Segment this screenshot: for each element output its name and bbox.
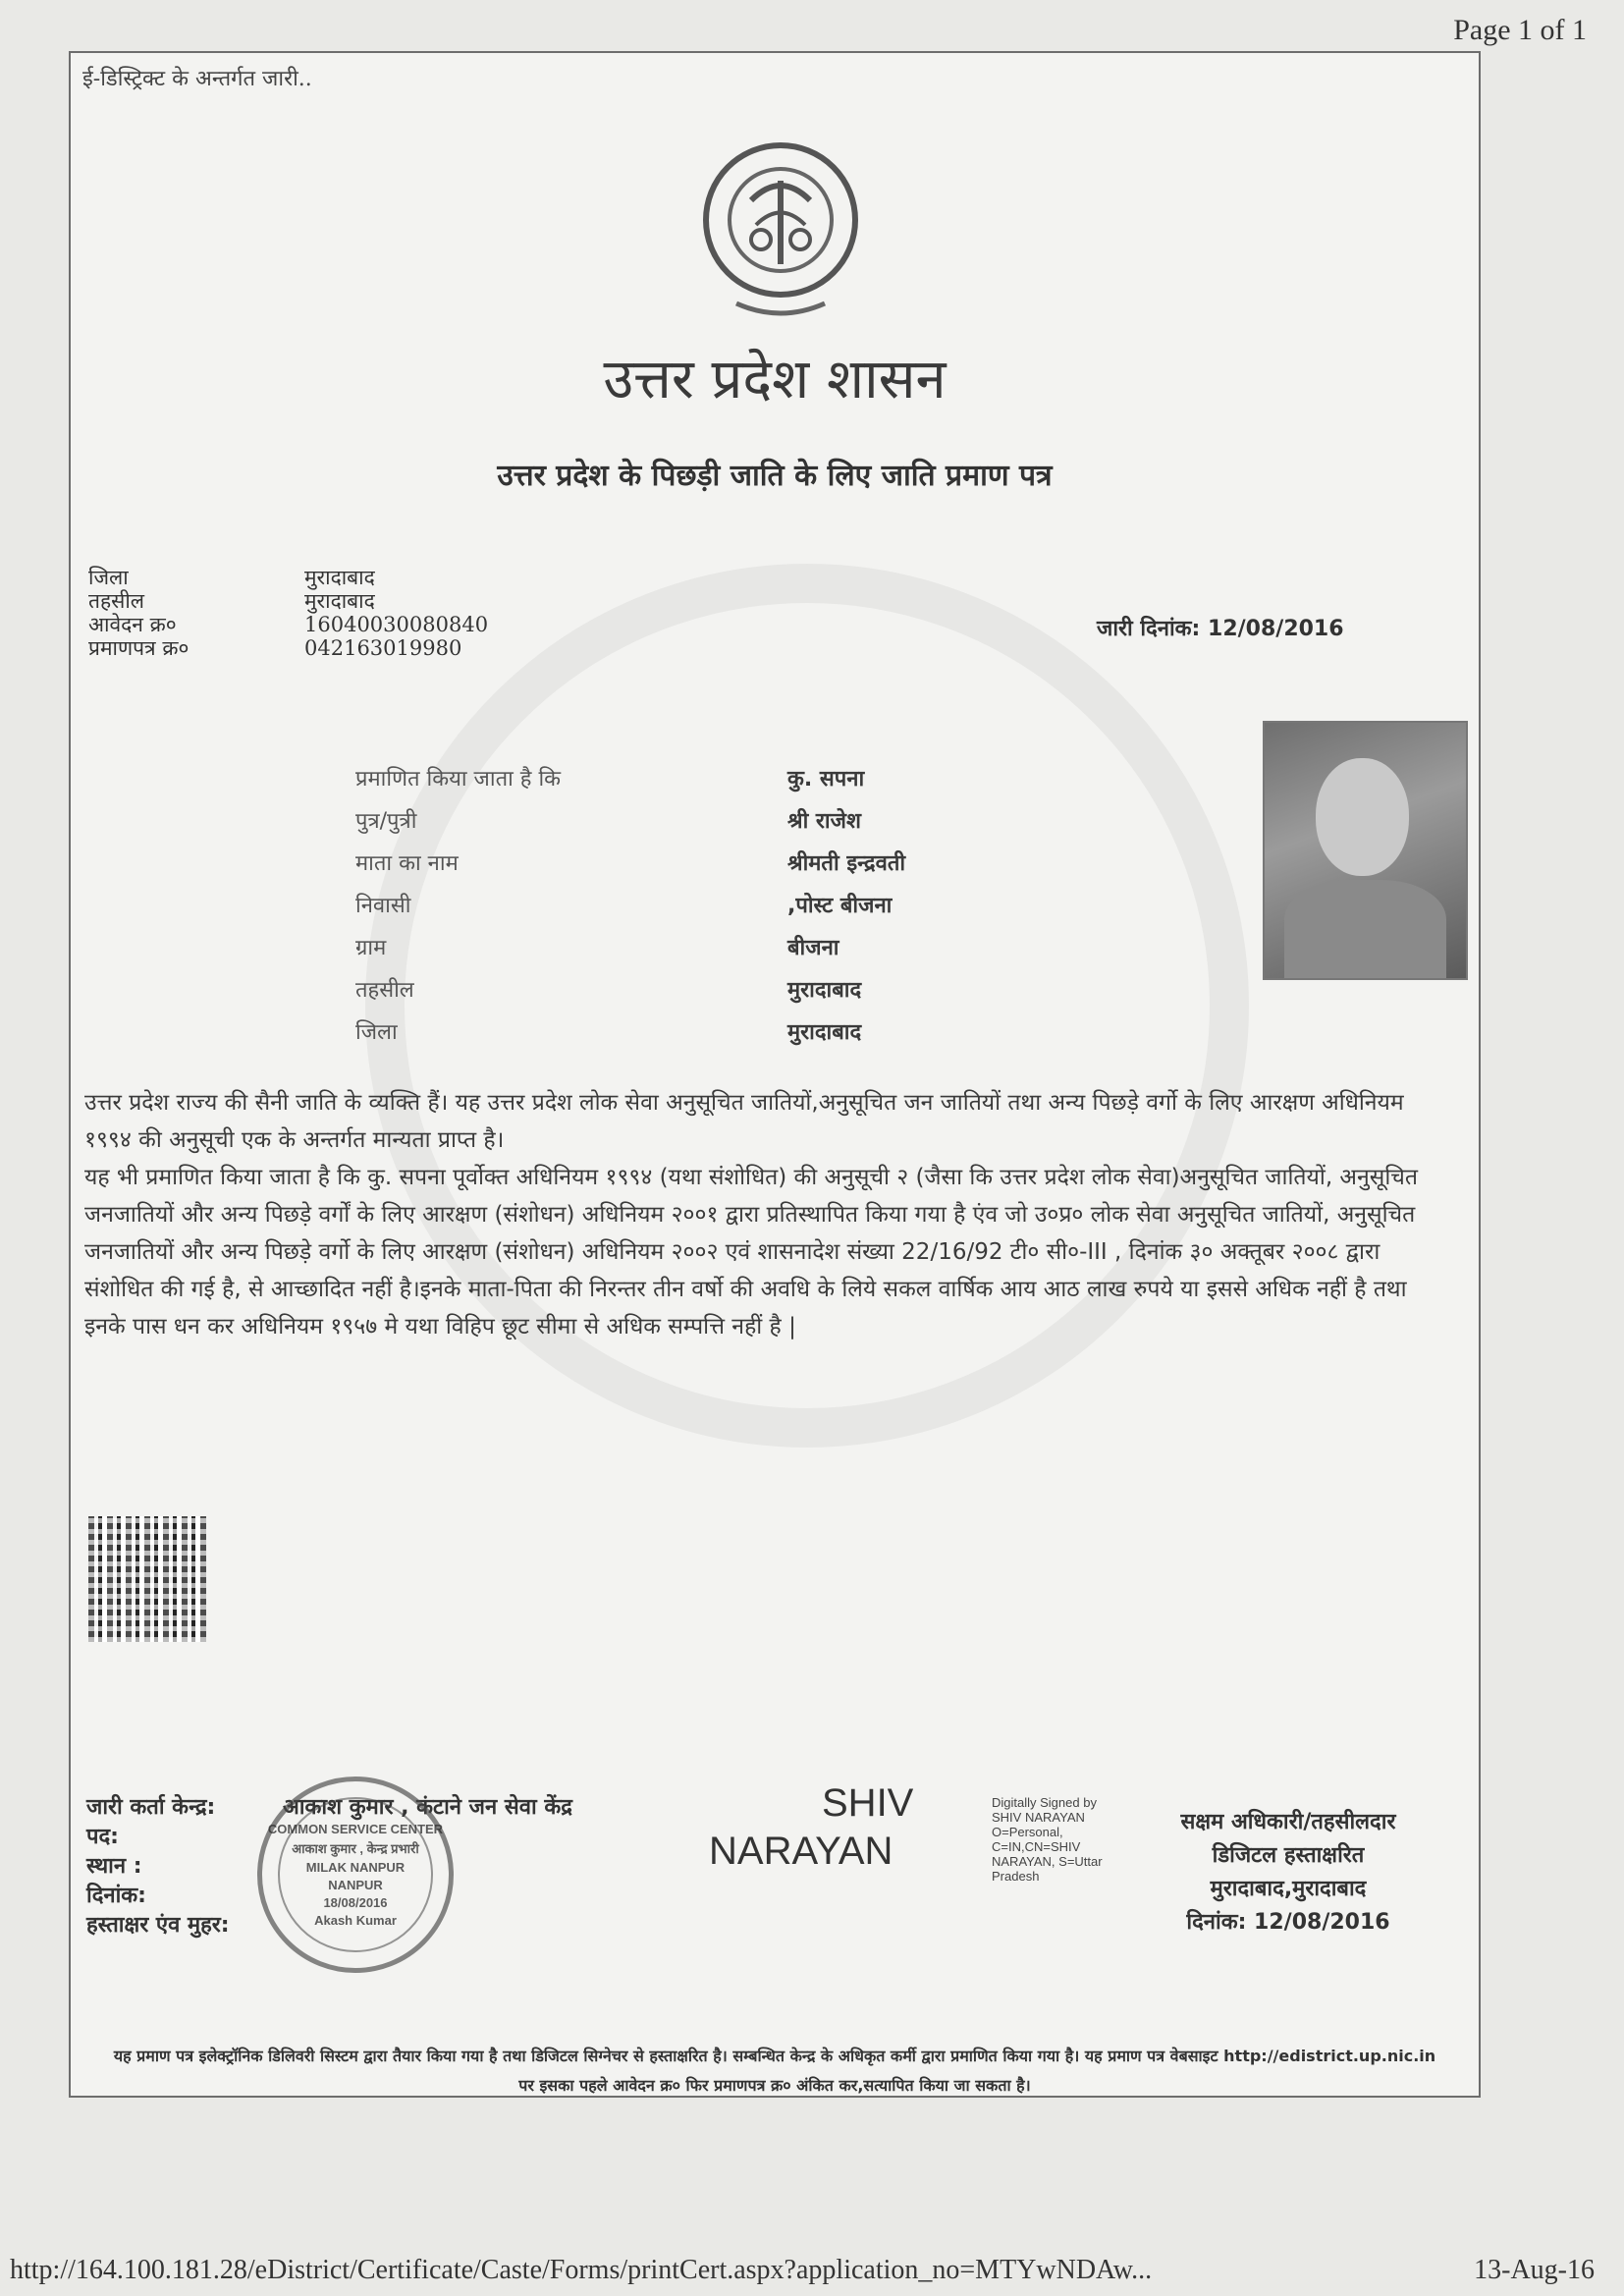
authority-block: [1141, 1806, 1435, 1940]
page-number: Page 1 of 1: [1453, 14, 1587, 46]
stamp-signature: Akash Kumar: [314, 1913, 397, 1928]
detail-row: [355, 756, 905, 798]
meta-row: [88, 589, 488, 613]
government-title: उत्तर प्रदेश शासन: [603, 348, 947, 411]
detail-row: [355, 798, 905, 841]
applicant-photo: [1263, 721, 1468, 980]
stamp-inner-ring: [278, 1797, 433, 1952]
detail-value: बीजना: [787, 935, 839, 960]
issuer-label: स्थान :: [86, 1854, 142, 1879]
issuer-label: पद:: [86, 1825, 119, 1849]
detail-row: [355, 1010, 905, 1052]
detail-label: पुत्र/पुत्री: [355, 808, 417, 834]
detail-label: तहसील: [355, 977, 414, 1003]
meta-row: [88, 636, 488, 660]
certificate-document: [69, 51, 1481, 2098]
photo-body: [1284, 880, 1446, 978]
stamp-line: आकाश कुमार , केन्द्र प्रभारी: [292, 1841, 419, 1856]
detail-label: प्रमाणित किया जाता है कि: [355, 766, 562, 792]
stamp-line: 18/08/2016: [323, 1895, 388, 1910]
meta-value: मुरादाबाद: [304, 566, 375, 589]
detail-value: कु. सपना: [787, 766, 865, 792]
signer-name-line1: SHIV: [822, 1781, 914, 1825]
detail-label: जिला: [355, 1019, 398, 1045]
qr-code: [88, 1516, 206, 1642]
photo-face: [1316, 758, 1409, 876]
certificate-meta: [88, 566, 488, 660]
meta-value: मुरादाबाद: [304, 589, 375, 613]
issuer-label: दिनांक:: [86, 1884, 146, 1908]
print-footer: [10, 2255, 1595, 2286]
authority-date: दिनांक: 12/08/2016: [1186, 1910, 1390, 1935]
detail-value: ,पोस्ट बीजना: [787, 893, 893, 918]
signer-name-line2: NARAYAN: [709, 1830, 893, 1873]
issuer-label: जारी कर्ता केन्द्र:: [86, 1795, 216, 1820]
caste-statement: उत्तर प्रदेश राज्य की सैनी जाति के व्यक्ति हैं। यह उत्तर प्रदेश लोक सेवा अनुसूचित जातियों,अनुसूचित जन जातियों तथा अन्य पिछड़े वर्गो के लिए आरक्षण अधिनियम १९९४ की अनुसूची एक के अन्तर्गत मान्यता प्राप्त है।: [84, 1090, 1404, 1153]
digital-signature: [709, 1781, 1103, 1884]
meta-label: तहसील: [88, 589, 144, 613]
meta-label: जिला: [88, 566, 129, 589]
detail-label: निवासी: [355, 893, 411, 918]
detail-row: [355, 841, 905, 883]
print-url: http://164.100.181.28/eDistrict/Certificate/Caste/Forms/printCert.aspx?application_no=MTYwNDAw...: [10, 2255, 1153, 2285]
signature-info: Digitally Signed by SHIV NARAYAN O=Personal, C=IN,CN=SHIV NARAYAN, S=Uttar Pradesh: [992, 1795, 1103, 1884]
stamp-ring-text: COMMON SERVICE CENTER: [267, 1822, 444, 1836]
print-date: 13-Aug-16: [1474, 2255, 1595, 2285]
up-government-emblem: [697, 132, 864, 328]
applicant-details: [355, 756, 905, 1052]
authority-signed: डिजिटल हस्ताक्षरित: [1212, 1843, 1365, 1868]
meta-row: [88, 613, 488, 636]
detail-label: ग्राम: [355, 935, 387, 960]
reservation-statement: यह भी प्रमाणित किया जाता है कि कु. सपना पूर्वोक्त अधिनियम १९९४ (यथा संशोधित) की अनुसूची २ (जैसा कि उत्तर प्रदेश लोक सेवा)अनुसूचित जातियों, अनुसूचित जनजातियों और अन्य पिछड़े वर्गों के लिए आरक्षण (संशोधन) अधिनियम २००१ द्वारा प्रतिस्थापित किया गया है एंव जो उ०प्र० लोक सेवा अनुसूचित जातियों, अनुसूचित जनजातियों और अन्य पिछड़े वर्गो के लिए आरक्षण (संशोधन) अधिनियम २००२ एवं शासनादेश संख्या 22/16/92 टी० सी०-III , दिनांक ३० अक्तूबर २००८ द्वारा संशोधित की गई है, से आच्छादित नहीं है।इनके माता-पिता की निरन्तर तीन वर्षो की अवधि के लिये सकल वार्षिक आय आठ लाख रुपये या इससे अधिक नहीं है तथा इनके पास धन कर अधिनियम १९५७ मे यथा विहिप छूट सीमा से अधिक सम्पत्ति नहीं है |: [84, 1165, 1418, 1339]
meta-row: [88, 566, 488, 589]
authority-designation: सक्षम अधिकारी/तहसीलदार: [1180, 1810, 1396, 1834]
detail-row: [355, 967, 905, 1010]
detail-row: [355, 883, 905, 925]
csc-seal-stamp: [257, 1777, 454, 1973]
issuer-label: हस्ताक्षर एंव मुहर:: [86, 1913, 230, 1938]
meta-value: 042163019980: [304, 636, 462, 660]
meta-label: प्रमाणपत्र क्र०: [88, 636, 189, 660]
stamp-line: MILAK NANPUR: [305, 1860, 406, 1875]
detail-value: मुरादाबाद: [787, 1019, 862, 1045]
certificate-title: उत्तर प्रदेश के पिछड़ी जाति के लिए जाति प्रमाण पत्र: [497, 459, 1053, 493]
authority-location: मुरादाबाद,मुरादाबाद: [1210, 1877, 1367, 1901]
stamp-line: NANPUR: [328, 1878, 383, 1892]
issue-date: जारी दिनांक: 12/08/2016: [1097, 617, 1344, 641]
verification-note: यह प्रमाण पत्र इलेक्ट्रॉनिक डिलिवरी सिस्टम द्वारा तैयार किया गया है तथा डिजिटल सिग्नेचर से हस्ताक्षरित है। सम्बन्धित केन्द्र के अधिकृत कर्मी द्वारा प्रमाणित किया गया है। यह प्रमाण पत्र वेबसाइट http://edistrict.up.nic.in पर इसका पहले आवेदन क्र० फिर प्रमाणपत्र क्र० अंकित कर,सत्यापित किया जा सकता है।: [113, 2047, 1436, 2095]
detail-value: श्रीमती इन्द्रवती: [787, 850, 906, 876]
detail-label: माता का नाम: [355, 850, 459, 876]
edistrict-note: ई-डिस्ट्रिक्ट के अन्तर्गत जारी..: [82, 67, 312, 91]
issuer-value: आकाश कुमार , कंटाने जन सेवा केंद्र: [283, 1795, 572, 1820]
detail-row: [355, 925, 905, 967]
detail-value: मुरादाबाद: [787, 977, 862, 1003]
meta-value: 16040030080840: [304, 613, 489, 636]
detail-value: श्री राजेश: [787, 808, 861, 834]
meta-label: आवेदन क्र०: [88, 613, 177, 636]
